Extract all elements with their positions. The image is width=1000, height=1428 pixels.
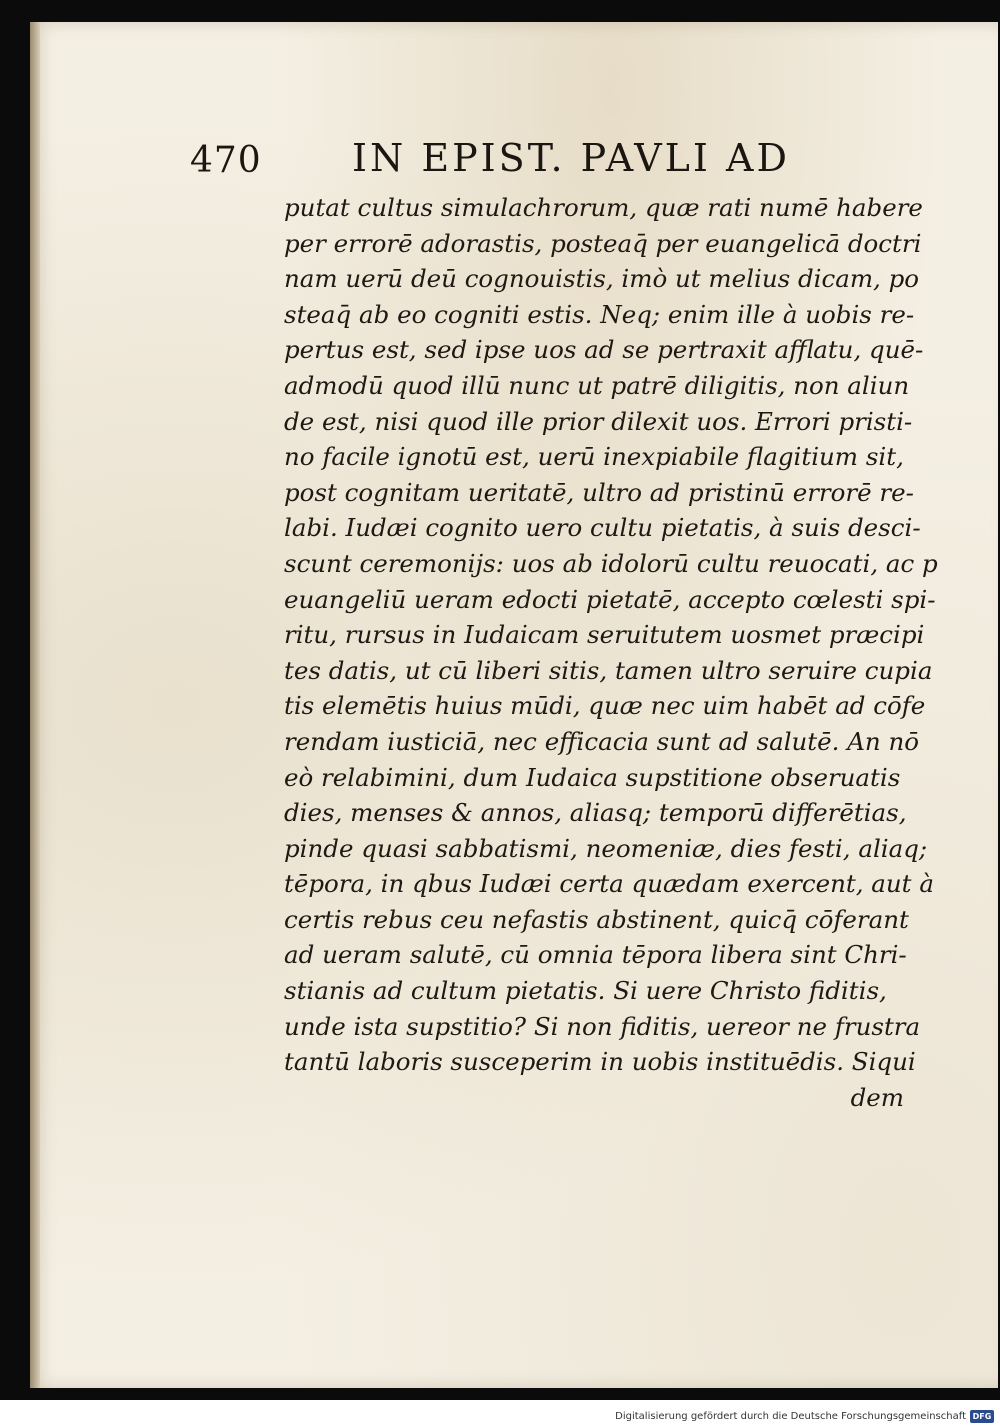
- catchword: dem: [850, 1082, 904, 1112]
- text-line: pinde quasi sabbatismi, neomeniæ, dies festi, aliaq;: [284, 833, 928, 863]
- text-line: no facile ignotū est, uerū inexpiabile flagitium sit,: [284, 442, 904, 472]
- text-line: tes datis, ut cū liberi sitis, tamen ultro seruire cupia: [284, 655, 933, 685]
- text-line: pertus est, sed ipse uos ad se pertraxit afflatu, quē-: [284, 335, 924, 365]
- text-line: ad ueram salutē, cū omnia tēpora libera sint Chri-: [284, 940, 907, 970]
- body-text: [284, 190, 938, 1115]
- page-number: 470: [190, 140, 262, 181]
- text-line: tantū laboris susceperim in uobis instituēdis. Siqui: [284, 1047, 916, 1077]
- text-line: per errorē adorastis, posteaq̄ per euangelicā doctri: [284, 228, 922, 258]
- text-line: labi. Iudæi cognito uero cultu pietatis, à suis desci-: [284, 513, 921, 543]
- page-header: [190, 136, 830, 186]
- text-line: scunt ceremonijs: uos ab idolorū cultu reuocati, ac p: [284, 548, 938, 578]
- page-gutter-edge: [30, 22, 40, 1388]
- text-line: tēpora, in qbus Iudæi certa quædam exercent, aut à: [284, 869, 934, 899]
- running-head: IN EPIST. PAVLI AD: [352, 136, 790, 180]
- text-line: de est, nisi quod ille prior dilexit uos. Errori pristi-: [284, 406, 913, 436]
- text-line: euangeliū ueram edocti pietatē, accepto cœlesti spi-: [284, 584, 936, 614]
- text-line: nam uerū deū cognouistis, imò ut melius dicam, po: [284, 264, 920, 294]
- text-line: putat cultus simulachrorum, quæ rati numē habere: [284, 193, 923, 222]
- text-line: dies, menses & annos, aliasq; temporū differētias,: [284, 798, 907, 828]
- text-line: steaq̄ ab eo cogniti estis. Neq; enim ille à uobis re-: [284, 299, 915, 329]
- text-line: unde ista supstitio? Si non fiditis, uereor ne frustra: [284, 1011, 921, 1041]
- text-line: post cognitam ueritatē, ultro ad pristinū errorē re-: [284, 477, 914, 507]
- text-line: rendam iusticiā, nec efficacia sunt ad salutē. An nō: [284, 726, 920, 756]
- text-line: eò relabimini, dum Iudaica supstitione obseruatis: [284, 762, 901, 792]
- footer-bar: [0, 1400, 1000, 1428]
- text-line: ritu, rursus in Iudaicam seruitutem uosmet præcipi: [284, 620, 925, 650]
- text-line: admodū quod illū nunc ut patrē diligitis, non aliun: [284, 370, 910, 400]
- text-line: tis elemētis huius mūdi, quæ nec uim habēt ad cōfe: [284, 691, 926, 721]
- text-line: certis rebus ceu nefastis abstinent, quicq̄ cōferant: [284, 904, 909, 934]
- dfg-logo: DFG: [970, 1410, 994, 1423]
- funding-note: Digitalisierung gefördert durch die Deutsche Forschungsgemeinschaft: [615, 1411, 966, 1422]
- text-line: stianis ad cultum pietatis. Si uere Christo fiditis,: [284, 976, 887, 1006]
